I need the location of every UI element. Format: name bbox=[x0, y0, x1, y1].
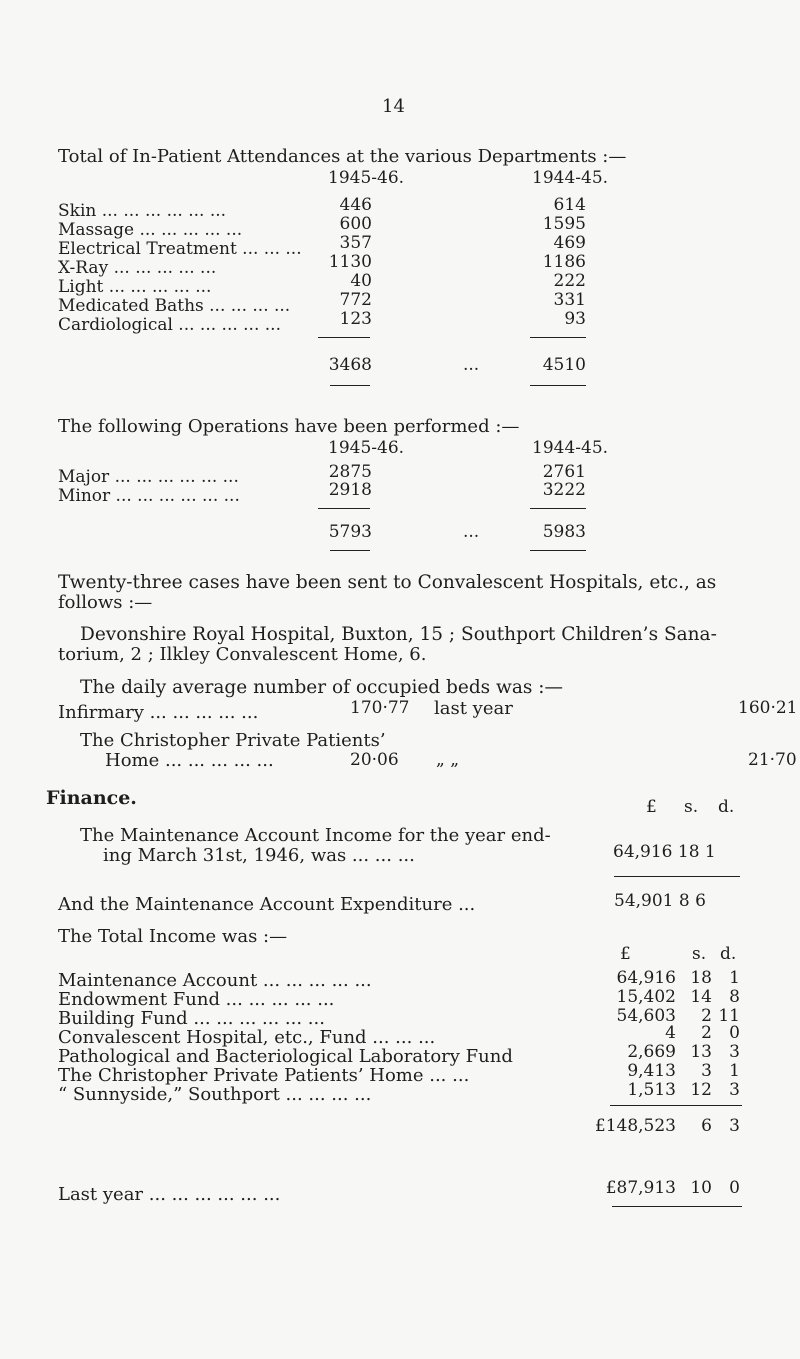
operations-total-leader: ... bbox=[463, 522, 480, 542]
operations-col-1945: 1945-46. bbox=[328, 438, 405, 458]
attendance-row-label: Massage ... ... ... ... ... bbox=[58, 220, 243, 240]
finance-heading: Finance. bbox=[46, 787, 137, 809]
lsd-header-pence: d. bbox=[718, 797, 735, 817]
attendance-row-1945: 123 bbox=[339, 309, 372, 329]
income-item-pence: 11 bbox=[718, 1006, 740, 1026]
total-lsd-pounds: £ bbox=[620, 944, 631, 964]
income-item-shillings: 12 bbox=[690, 1080, 712, 1100]
operations-sum-rule-1944 bbox=[530, 508, 586, 509]
operation-row-label: Minor ... ... ... ... ... ... bbox=[58, 486, 240, 506]
income-item-pence: 3 bbox=[729, 1042, 740, 1062]
operations-sum-rule-1945 bbox=[318, 508, 370, 509]
lsd-header-pounds: £ bbox=[646, 797, 657, 817]
total-income-heading: The Total Income was :— bbox=[58, 926, 288, 947]
expenditure-value: 54,901 8 6 bbox=[614, 891, 706, 911]
income-item-pence: 8 bbox=[729, 987, 740, 1007]
operation-row-label: Major ... ... ... ... ... ... bbox=[58, 467, 239, 487]
last-year-pence: 0 bbox=[729, 1178, 740, 1198]
income-item-label: “ Sunnyside,” Southport ... ... ... ... bbox=[58, 1084, 372, 1105]
attendance-row-1944: 1595 bbox=[542, 214, 586, 234]
attendance-row-1945: 446 bbox=[339, 195, 372, 215]
operations-heading: The following Operations have been performed :— bbox=[58, 416, 520, 437]
attendances-total-1945: 3468 bbox=[328, 355, 372, 375]
attendance-row-1944: 614 bbox=[553, 195, 586, 215]
attendance-row-1944: 331 bbox=[553, 290, 586, 310]
attendances-total-underline-1945 bbox=[330, 385, 370, 386]
attendances-total-1944: 4510 bbox=[542, 355, 586, 375]
income-value: 64,916 18 1 bbox=[613, 842, 716, 862]
income-item-pounds: 1,513 bbox=[627, 1080, 676, 1100]
income-item-pounds: 15,402 bbox=[616, 987, 676, 1007]
attendance-row-1945: 600 bbox=[339, 214, 372, 234]
income-item-shillings: 13 bbox=[690, 1042, 712, 1062]
beds-last-year-label: last year bbox=[434, 698, 513, 719]
income-item-pence: 0 bbox=[729, 1023, 740, 1043]
attendances-total-underline-1944 bbox=[530, 385, 586, 386]
income-total-pounds: £148,523 bbox=[594, 1116, 676, 1136]
attendance-row-label: Skin ... ... ... ... ... ... bbox=[58, 201, 227, 221]
attendance-row-1944: 93 bbox=[564, 309, 586, 329]
attendance-row-1944: 1186 bbox=[542, 252, 586, 272]
attendances-sum-rule-1945 bbox=[318, 337, 370, 338]
convalescent-line-3: Devonshire Royal Hospital, Buxton, 15 ; Southport Children’s Sana- bbox=[80, 624, 717, 645]
income-line-2: ing March 31st, 1946, was ... ... ... bbox=[103, 845, 415, 866]
income-item-pounds: 54,603 bbox=[616, 1006, 676, 1026]
beds-home-label-1: The Christopher Private Patients’ bbox=[80, 730, 386, 751]
operations-total-1944: 5983 bbox=[542, 522, 586, 542]
attendances-col-1945: 1945-46. bbox=[328, 168, 405, 188]
beds-infirmary-last: 160·21 bbox=[738, 698, 798, 718]
income-item-pounds: 2,669 bbox=[627, 1042, 676, 1062]
attendance-row-1945: 40 bbox=[350, 271, 372, 291]
income-item-label: The Christopher Private Patients’ Home ... ... bbox=[58, 1065, 470, 1086]
attendance-row-label: Light ... ... ... ... ... bbox=[58, 277, 212, 297]
income-total-rule bbox=[610, 1105, 742, 1106]
operations-total-1945: 5793 bbox=[328, 522, 372, 542]
income-item-shillings: 14 bbox=[690, 987, 712, 1007]
income-item-label: Pathological and Bacteriological Laboratory Fund bbox=[58, 1046, 513, 1067]
last-year-shillings: 10 bbox=[690, 1178, 712, 1198]
operations-total-underline-1944 bbox=[530, 550, 586, 551]
income-rule bbox=[614, 876, 740, 877]
income-item-label: Building Fund ... ... ... ... ... ... bbox=[58, 1008, 325, 1029]
beds-home-last: 21·70 bbox=[748, 750, 797, 770]
page-number: 14 bbox=[382, 96, 405, 117]
attendance-row-1945: 1130 bbox=[328, 252, 372, 272]
income-total-pence: 3 bbox=[729, 1116, 740, 1136]
income-item-shillings: 2 bbox=[701, 1023, 712, 1043]
operations-total-underline-1945 bbox=[330, 550, 370, 551]
income-item-pounds: 9,413 bbox=[627, 1061, 676, 1081]
income-item-pounds: 64,916 bbox=[616, 968, 676, 988]
income-item-label: Endowment Fund ... ... ... ... ... bbox=[58, 989, 335, 1010]
convalescent-line-2: follows :— bbox=[58, 592, 153, 613]
convalescent-line-1: Twenty-three cases have been sent to Convalescent Hospitals, etc., as bbox=[58, 572, 717, 593]
income-item-pence: 3 bbox=[729, 1080, 740, 1100]
total-lsd-shillings: s. bbox=[692, 944, 707, 964]
beds-home-label-2: Home ... ... ... ... ... bbox=[105, 750, 274, 771]
income-item-pounds: 4 bbox=[665, 1023, 676, 1043]
attendance-row-1945: 772 bbox=[339, 290, 372, 310]
last-year-label: Last year ... ... ... ... ... ... bbox=[58, 1184, 281, 1205]
beds-infirmary-label: Infirmary ... ... ... ... ... bbox=[58, 702, 259, 723]
attendance-row-1944: 469 bbox=[553, 233, 586, 253]
income-item-label: Convalescent Hospital, etc., Fund ... ... ... bbox=[58, 1027, 436, 1048]
beds-infirmary-value: 170·77 bbox=[350, 698, 410, 718]
beds-home-value: 20·06 bbox=[350, 750, 399, 770]
attendance-row-label: Electrical Treatment ... ... ... bbox=[58, 239, 302, 259]
attendance-row-1944: 222 bbox=[553, 271, 586, 291]
convalescent-line-4: torium, 2 ; Ilkley Convalescent Home, 6. bbox=[58, 644, 427, 665]
income-total-shillings: 6 bbox=[701, 1116, 712, 1136]
attendance-row-label: X-Ray ... ... ... ... ... bbox=[58, 258, 217, 278]
attendance-row-label: Medicated Baths ... ... ... ... bbox=[58, 296, 291, 316]
last-year-rule bbox=[612, 1206, 742, 1207]
total-lsd-pence: d. bbox=[720, 944, 737, 964]
operation-row-1944: 3222 bbox=[542, 480, 586, 500]
income-item-shillings: 3 bbox=[701, 1061, 712, 1081]
expenditure-label: And the Maintenance Account Expenditure ... bbox=[58, 894, 476, 915]
last-year-pounds: £87,913 bbox=[605, 1178, 676, 1198]
income-item-pence: 1 bbox=[729, 968, 740, 988]
attendances-col-1944: 1944-45. bbox=[532, 168, 609, 188]
operation-row-1944: 2761 bbox=[542, 462, 586, 482]
income-item-pence: 1 bbox=[729, 1061, 740, 1081]
attendance-row-1945: 357 bbox=[339, 233, 372, 253]
operations-col-1944: 1944-45. bbox=[532, 438, 609, 458]
attendances-heading: Total of In-Patient Attendances at the various Departments :— bbox=[58, 146, 627, 167]
operation-row-1945: 2875 bbox=[328, 462, 372, 482]
income-line-1: The Maintenance Account Income for the year end- bbox=[80, 825, 551, 846]
income-item-shillings: 18 bbox=[690, 968, 712, 988]
operation-row-1945: 2918 bbox=[328, 480, 372, 500]
attendances-total-leader: ... bbox=[463, 355, 480, 375]
income-item-shillings: 2 bbox=[701, 1006, 712, 1026]
beds-heading: The daily average number of occupied beds was :— bbox=[80, 677, 564, 698]
lsd-header-shillings: s. bbox=[684, 797, 699, 817]
income-item-label: Maintenance Account ... ... ... ... ... bbox=[58, 970, 372, 991]
beds-ditto: „ „ bbox=[436, 750, 460, 770]
attendances-sum-rule-1944 bbox=[530, 337, 586, 338]
attendance-row-label: Cardiological ... ... ... ... ... bbox=[58, 315, 281, 335]
